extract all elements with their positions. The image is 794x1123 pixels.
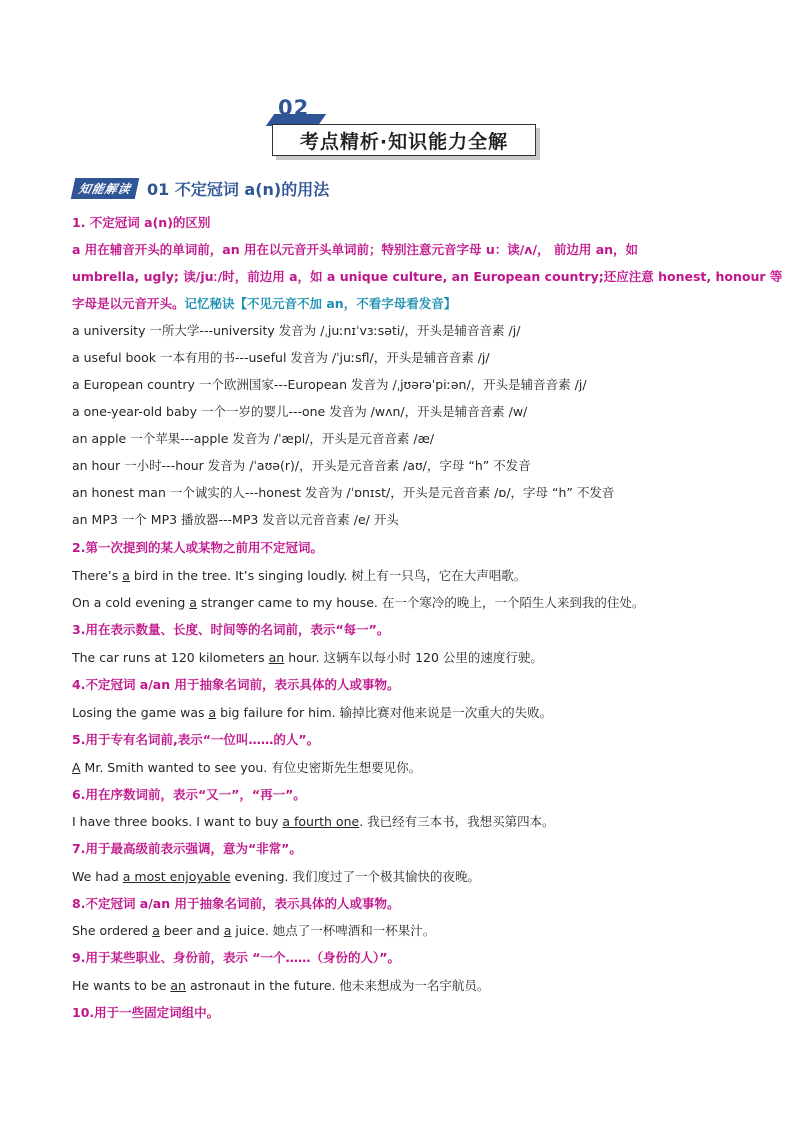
rule-1-text-1: a 用在辅音开头的单词前，an 用在以元音开头单词前；特别注意元音字母 u：读/ʌ/， 前边用 an，如 (72, 242, 639, 257)
rule-3-heading: 3.用在表示数量、长度、时间等的名词前，表示“每一”。 (72, 622, 390, 637)
underlined-word: a (152, 923, 160, 938)
example-text: big failure for him. 输掉比赛对他来说是一次重大的失败。 (216, 705, 553, 720)
example-text: There’s (72, 568, 123, 583)
example-text: He wants to be (72, 978, 171, 993)
example-text: juice. 她点了一杯啤酒和一杯果汁。 (231, 923, 436, 938)
banner-title: 考点精析·知识能力全解 (299, 131, 509, 153)
example-text: The car runs at 120 kilometers (72, 650, 269, 665)
underlined-word: a (189, 595, 197, 610)
rule-1-heading: 1. 不定冠词 a(n)的区别 (72, 215, 211, 230)
example-line: an hour 一小时---hour 发音为 /ˈaʊə(r)/，开头是元音音素 /aʊ/，字母 “h” 不发音 (72, 458, 531, 473)
section-heading (73, 176, 329, 200)
underlined-word: a fourth one (282, 814, 360, 829)
example-sentence (72, 813, 555, 830)
example-line: a one-year-old baby 一个一岁的婴儿---one 发音为 /wʌn/，开头是辅音音素 /w/ (72, 404, 528, 419)
example-text: stranger came to my house. 在一个寒冷的晚上，一个陌生人来到我的住处。 (196, 595, 645, 610)
example-sentence (72, 977, 489, 994)
section-title: 01 不定冠词 a(n)的用法 (147, 179, 330, 199)
example-text: astronaut in the future. 他未来想成为一名宇航员。 (185, 978, 490, 993)
example-text: On a cold evening (72, 595, 190, 610)
example-line: a university 一所大学---university 发音为 /ˌjuːnɪˈvɜːsəti/，开头是辅音音素 /j/ (72, 323, 521, 338)
underlined-word: a most enjoyable (122, 869, 231, 884)
underlined-word: an (170, 978, 186, 993)
example-sentence (72, 649, 543, 666)
example-sentence (72, 868, 480, 885)
example-text: She ordered (72, 923, 153, 938)
example-text: . 我已经有三本书，我想买第四本。 (359, 814, 555, 829)
example-text: Losing the game was (72, 705, 209, 720)
example-line: a useful book 一本有用的书---useful 发音为 /ˈjuːsfl/，开头是辅音音素 /j/ (72, 350, 490, 365)
example-text: I have three books. I want to buy (72, 814, 283, 829)
example-text: bird in the tree. It’s singing loudly. 树上有一只鸟，它在大声唱歌。 (129, 568, 527, 583)
rule-9-heading: 9.用于某些职业、身份前，表示 “一个……（身份的人）”。 (72, 950, 400, 965)
example-text: hour. 这辆车以每小时 120 公里的速度行驶。 (284, 650, 543, 665)
rule-1-text-3 (72, 295, 456, 312)
rule-1-text-3a: 字母是以元音开头。 (72, 296, 185, 311)
example-sentence (72, 594, 644, 611)
section-badge: 知能解读 (71, 178, 139, 199)
memory-tip: 记忆秘诀【不见元音不加 an，不看字母看发音】 (184, 296, 457, 311)
example-sentence (72, 567, 526, 584)
underlined-word: a (122, 568, 130, 583)
underlined-word: an (268, 650, 285, 665)
example-text: evening. 我们度过了一个极其愉快的夜晚。 (230, 869, 480, 884)
example-sentence (72, 922, 435, 939)
rule-7-heading: 7.用于最高级前表示强调，意为“非常”。 (72, 841, 302, 856)
banner-number: 02 (278, 96, 310, 120)
rule-8-heading: 8.不定冠词 a/an 用于抽象名词前，表示具体的人或事物。 (72, 896, 400, 911)
rule-4-heading: 4.不定冠词 a/an 用于抽象名词前，表示具体的人或事物。 (72, 677, 400, 692)
underlined-word: A (72, 760, 81, 775)
example-sentence (72, 759, 421, 776)
underlined-word: a (223, 923, 232, 938)
rule-2-heading: 2.第一次提到的某人或某物之前用不定冠词。 (72, 540, 323, 555)
example-text: beer and (159, 923, 224, 938)
rule-5-heading: 5.用于专有名词前,表示“一位叫……的人”。 (72, 732, 320, 747)
rule-10-heading: 10.用于一些固定词组中。 (72, 1005, 220, 1020)
underlined-word: a (208, 705, 217, 720)
example-line: an MP3 一个 MP3 播放器---MP3 发音以元音音素 /e/ 开头 (72, 512, 399, 527)
banner-box (272, 124, 536, 156)
example-sentence (72, 704, 552, 721)
rule-6-heading: 6.用在序数词前，表示“又一”，“再一”。 (72, 787, 306, 802)
example-text: Mr. Smith wanted to see you. 有位史密斯先生想要见你。 (80, 760, 422, 775)
example-line: a European country 一个欧洲国家---European 发音为 /ˌjʊərəˈpiːən/，开头是辅音音素 /j/ (72, 377, 587, 392)
example-line: an honest man 一个诚实的人---honest 发音为 /ˈɒnɪst/，开头是元音音素 /ɒ/，字母 “h” 不发音 (72, 485, 615, 500)
rule-1-text-2: umbrella, ugly; 读/juː/时，前边用 a，如 a unique culture, an European country;还应注意 honest, honour 等 (72, 269, 783, 284)
example-line: an apple 一个苹果---apple 发音为 /ˈæpl/，开头是元音音素 /æ/ (72, 431, 435, 446)
section-banner (266, 96, 538, 158)
example-text: We had (72, 869, 123, 884)
